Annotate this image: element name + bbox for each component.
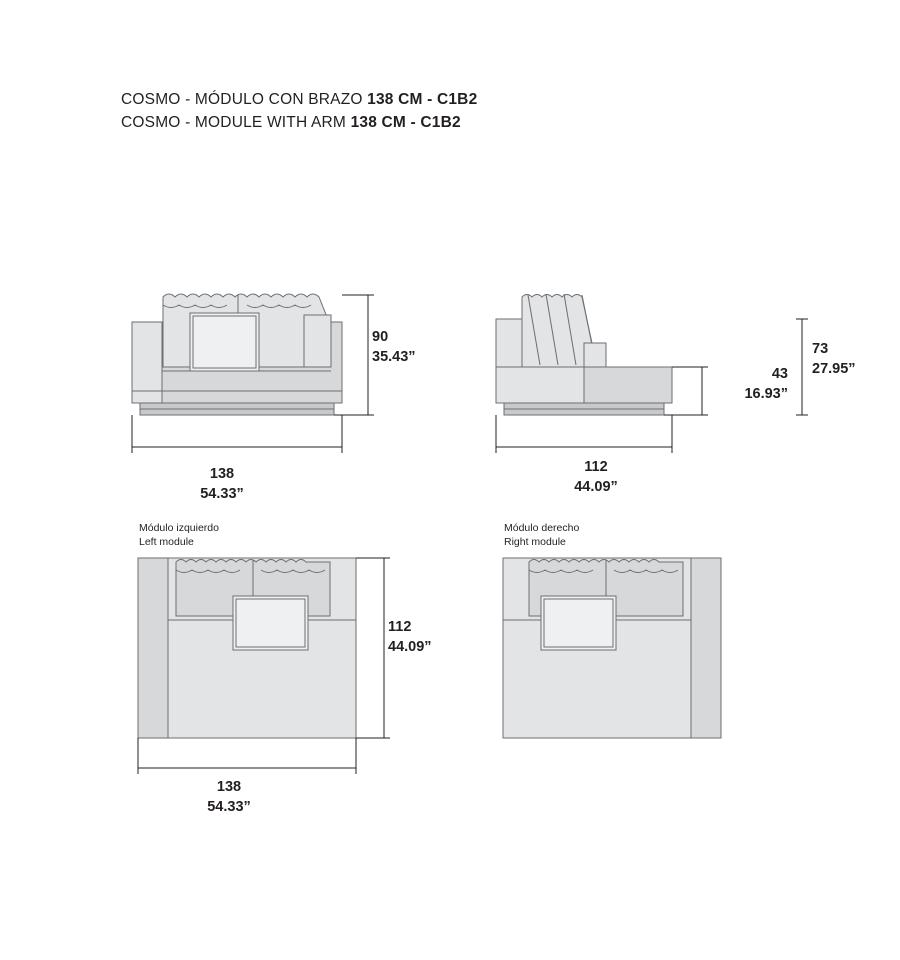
plan-left-label-es: Módulo izquierdo	[139, 522, 219, 534]
plan-left-label	[139, 521, 219, 549]
title-en-bold: 138 CM - C1B2	[350, 114, 461, 132]
plan-right-view	[483, 548, 823, 798]
side-back-height-cm: 73	[812, 341, 829, 357]
title-line-en	[121, 111, 477, 134]
right-arm-plan	[691, 558, 721, 738]
plan-width-dimension	[179, 778, 279, 817]
side-back-height-inch: 27.95”	[812, 360, 856, 377]
title-block	[121, 88, 477, 135]
side-seat-height-inch: 16.93”	[744, 385, 788, 402]
front-width-inch: 54.33”	[200, 485, 244, 502]
plan-width-inch: 54.33”	[207, 798, 251, 815]
side-seat-height-dimension	[718, 365, 788, 404]
plan-width-cm: 138	[216, 779, 242, 795]
throw-pillow-plan	[541, 596, 616, 650]
side-depth-inch: 44.09”	[574, 478, 618, 495]
right-back-panel	[304, 315, 331, 367]
plan-right-label	[504, 521, 579, 549]
throw-pillow-plan	[233, 596, 308, 650]
front-width-dimension	[172, 465, 272, 504]
throw-pillow	[190, 313, 259, 371]
plan-left-label-en: Left module	[139, 536, 194, 549]
plan-left-view	[118, 548, 458, 798]
plan-depth-inch: 44.09”	[388, 638, 432, 655]
side-back-height-dimension	[812, 340, 892, 379]
plan-right-drawing	[483, 548, 823, 798]
title-es-bold: 138 CM - C1B2	[367, 91, 478, 108]
title-es-plain: COSMO - MÓDULO CON BRAZO	[121, 91, 368, 108]
side-depth-cm: 112	[584, 459, 608, 475]
front-height-dimension	[372, 328, 452, 367]
plan-right-label-en: Right module	[504, 536, 566, 549]
front-width-cm: 138	[209, 466, 235, 482]
title-en-plain: COSMO - MODULE WITH ARM	[121, 114, 351, 132]
title-line-es	[121, 88, 477, 111]
front-height-inch: 35.43”	[372, 348, 416, 365]
front-height-cm: 90	[372, 329, 389, 345]
side-seat-height-cm: 43	[771, 366, 788, 382]
plan-right-label-es: Módulo derecho	[504, 522, 580, 534]
front-elevation-drawing	[118, 275, 388, 425]
side-depth-dimension	[546, 458, 646, 497]
left-arm-plan	[138, 558, 168, 738]
seat-block	[584, 367, 672, 403]
plan-depth-dimension	[388, 618, 468, 657]
plan-depth-cm: 112	[388, 619, 412, 635]
plan-left-drawing	[118, 548, 458, 798]
front-elevation-view	[118, 275, 388, 425]
front-cushion	[584, 343, 606, 367]
